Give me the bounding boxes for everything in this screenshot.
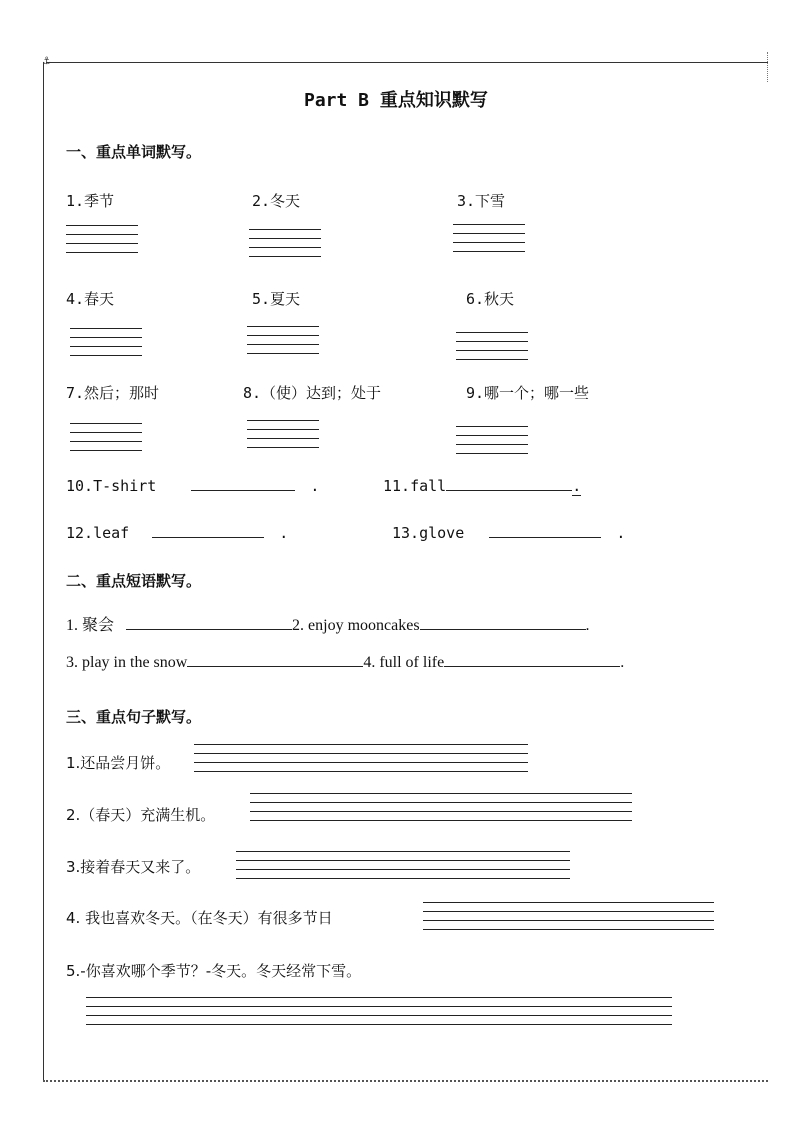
sentence-label: 2.（春天）充满生机。 bbox=[66, 806, 216, 824]
page-border-bottom bbox=[43, 1080, 768, 1082]
fill-item-end: . bbox=[310, 477, 320, 495]
writing-grid[interactable] bbox=[250, 793, 632, 821]
answer-blank[interactable] bbox=[152, 537, 264, 538]
phrase-label: 2. enjoy mooncakes bbox=[292, 617, 420, 634]
word-item-label: 3.下雪 bbox=[457, 192, 506, 210]
phrase-end: . bbox=[585, 617, 590, 634]
fill-item-label: 13.glove bbox=[392, 524, 465, 542]
page-border-top bbox=[46, 62, 768, 63]
writing-grid[interactable] bbox=[247, 326, 319, 354]
fill-item-end: . bbox=[616, 524, 626, 542]
anchor-icon: ⚓ bbox=[42, 56, 51, 67]
phrase-label: 4. full of life bbox=[363, 654, 445, 671]
writing-grid[interactable] bbox=[86, 997, 672, 1025]
fill-item-fall bbox=[383, 477, 581, 495]
fill-item-label: 12.leaf bbox=[66, 524, 130, 542]
writing-grid[interactable] bbox=[236, 851, 570, 879]
writing-grid[interactable] bbox=[456, 332, 528, 360]
fill-item-end: . bbox=[279, 524, 289, 542]
answer-blank[interactable] bbox=[187, 666, 363, 667]
fill-item-glove bbox=[392, 524, 625, 542]
writing-grid[interactable] bbox=[456, 426, 528, 454]
writing-grid[interactable] bbox=[249, 229, 321, 257]
page-border-left bbox=[43, 62, 44, 1082]
section-heading-phrases: 二、重点短语默写。 bbox=[66, 572, 202, 590]
phrase-row-1 bbox=[66, 612, 590, 635]
answer-blank[interactable] bbox=[191, 490, 295, 491]
fill-item-label: 11.fall bbox=[383, 477, 447, 495]
word-item-label: 7.然后；那时 bbox=[66, 384, 160, 402]
answer-blank[interactable] bbox=[126, 629, 292, 630]
fill-item-label: 10.T-shirt bbox=[66, 477, 157, 495]
sentence-label: 1.还品尝月饼。 bbox=[66, 754, 171, 772]
writing-grid[interactable] bbox=[66, 225, 138, 253]
answer-blank[interactable] bbox=[489, 537, 601, 538]
writing-grid[interactable] bbox=[423, 902, 714, 930]
answer-blank[interactable] bbox=[420, 629, 586, 630]
writing-grid[interactable] bbox=[70, 328, 142, 356]
sentence-label: 3.接着春天又来了。 bbox=[66, 858, 201, 876]
fill-item-tshirt bbox=[66, 477, 319, 495]
phrase-label: 1. 聚会 bbox=[66, 617, 115, 634]
word-item-label: 9.哪一个；哪一些 bbox=[466, 384, 590, 402]
phrase-end: . bbox=[620, 654, 625, 671]
fill-item-end: . bbox=[572, 477, 582, 495]
page-border-right bbox=[767, 52, 768, 82]
word-item-label: 4.春天 bbox=[66, 290, 115, 308]
sentence-label: 4. 我也喜欢冬天。（在冬天）有很多节日 bbox=[66, 909, 333, 927]
writing-grid[interactable] bbox=[453, 224, 525, 252]
writing-grid[interactable] bbox=[247, 420, 319, 448]
section-heading-sentences: 三、重点句子默写。 bbox=[66, 708, 202, 726]
sentence-label: 5.-你喜欢哪个季节？-冬天。冬天经常下雪。 bbox=[66, 962, 362, 980]
phrase-label: 3. play in the snow bbox=[66, 654, 188, 671]
section-heading-words: 一、重点单词默写。 bbox=[66, 143, 202, 161]
word-item-label: 1.季节 bbox=[66, 192, 115, 210]
phrase-row-2 bbox=[66, 654, 624, 672]
answer-blank[interactable] bbox=[444, 666, 620, 667]
word-item-label: 8.（使）达到；处于 bbox=[243, 384, 382, 402]
word-item-label: 2.冬天 bbox=[252, 192, 301, 210]
writing-grid[interactable] bbox=[70, 423, 142, 451]
word-item-label: 5.夏天 bbox=[252, 290, 301, 308]
word-item-label: 6.秋天 bbox=[466, 290, 515, 308]
page-title: Part B 重点知识默写 bbox=[304, 90, 488, 111]
answer-blank[interactable] bbox=[446, 490, 572, 491]
writing-grid[interactable] bbox=[194, 744, 528, 772]
fill-item-leaf bbox=[66, 524, 288, 542]
